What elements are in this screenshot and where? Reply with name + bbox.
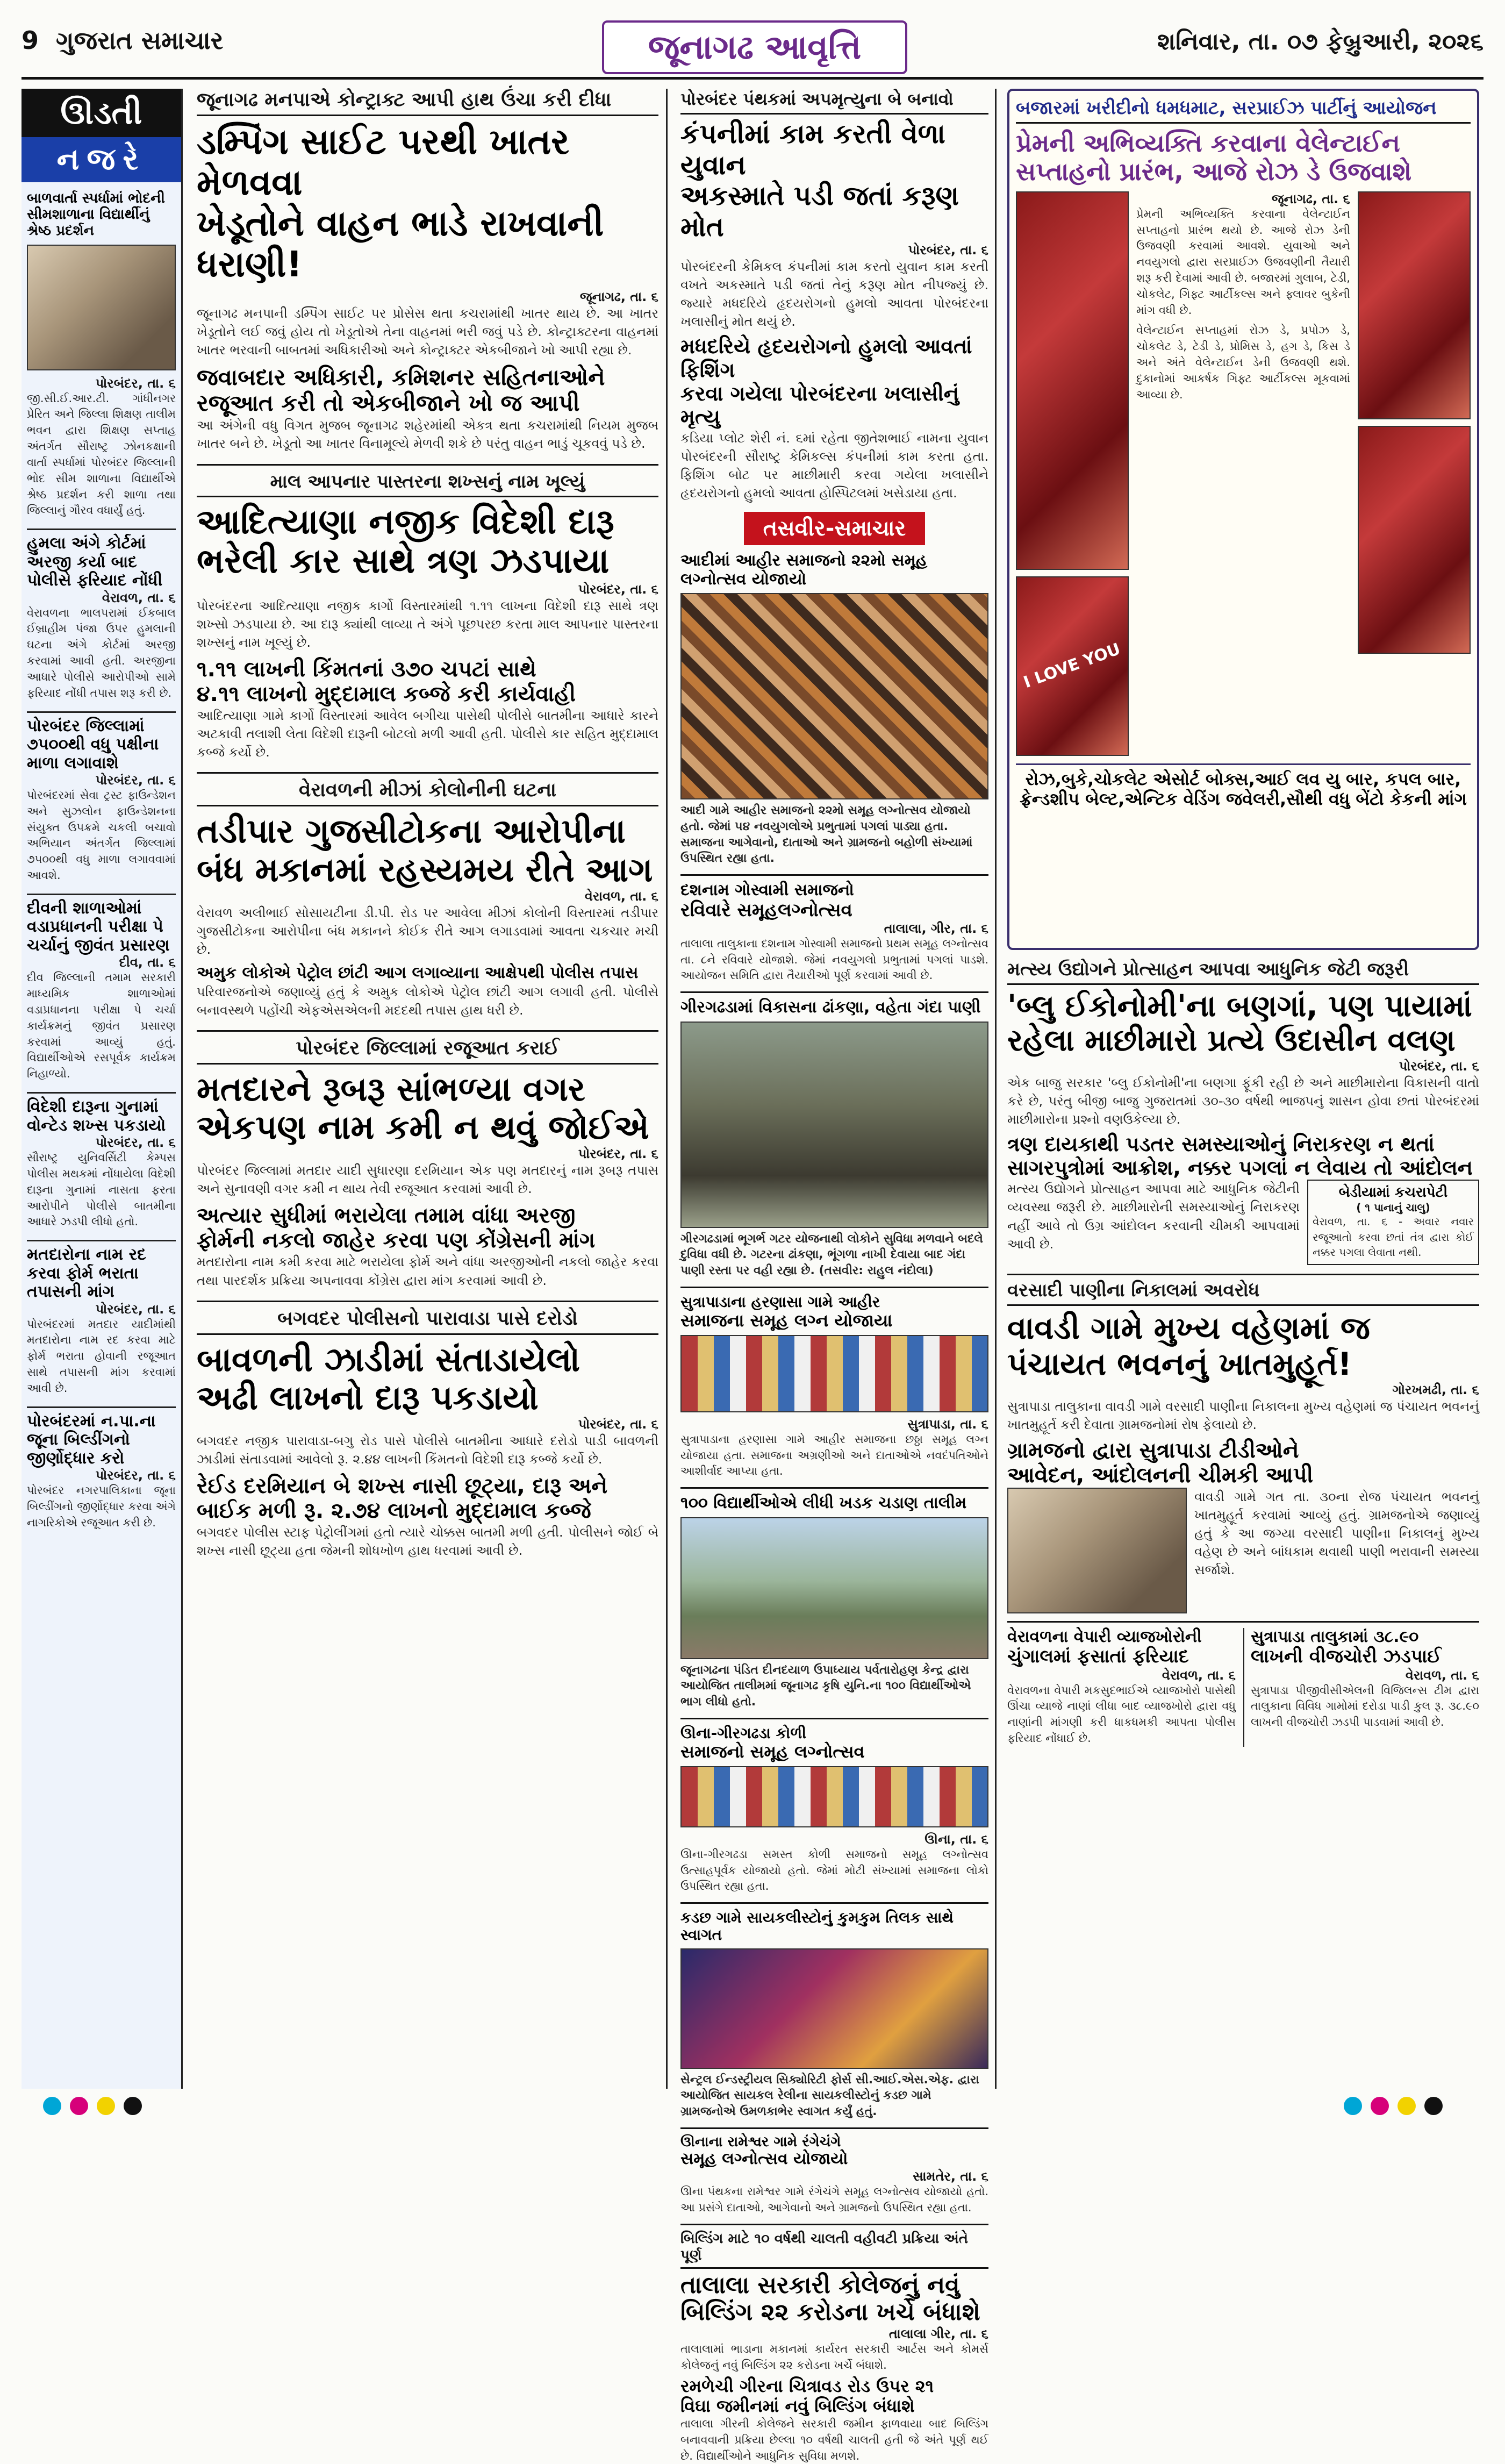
registration-dot [70, 2097, 88, 2115]
story-dateline: વેરાવળ, તા. ૬ [584, 888, 658, 904]
section-tag: તસવીર-સમાચાર [744, 512, 925, 545]
story-dateline: ઊના, તા. ૬ [924, 1831, 988, 1847]
page-number-and-paper [22, 26, 224, 56]
brief-photo [27, 245, 176, 370]
photo-title: ૧૦૦ વિદ્યાર્થીઓએ લીધી ખડક ચડાણ તાલીમ [680, 1487, 988, 1513]
story-text: પોરબંદરના આદિત્યાણા નજીક કાર્ગો વિસ્તારમાંથી ૧.૧૧ લાખના વિદેશી દારૂ સાથે ત્રણ શખ્સો ઝડપાયા છે. આ દારૂ ક્યાંથી લાવ્યા તે અંગે પૂછપરછ કરતા માલ આપનાર પાસ્તરના શખ્સનું નામ ખૂલ્યું છે. [197, 598, 658, 650]
story-headline: આદિત્યાણા નજીક વિદેશી દારૂ [197, 502, 614, 542]
page-number: 9 [22, 26, 39, 55]
brief-dateline: પોરબંદર, તા. ૬ [95, 375, 176, 391]
news-column-3 [674, 89, 997, 2462]
photo-title: કડછ ગામે સાયકલીસ્ટોનું કુમકુમ તિલક સાથે સ્વાગત [680, 1902, 988, 1944]
story-kicker: બગવદર પોલીસનો પારાવાડા પાસે દરોડો [197, 1301, 658, 1335]
story-kicker: બજારમાં ખરીદીનો ધમધમાટ, સરપ્રાઈઝ પાર્ટીનું આયોજન [1016, 97, 1471, 124]
story-text: બગવદર નજીક પારાવાડા-બગુ રોડ પાસે પોલીસે બાતમીના આધારે દરોડો પાડી બાવળની ઝાડીમાં સંતાડવામાં આવેલો રૂ. ૨.૪૪ લાખની કિંમતનો વિદેશી દારૂ કબ્જે કર્યો છે. [197, 1433, 658, 1467]
story-headline: રવિવારે સમૂહલગ્નોત્સવ [680, 899, 852, 921]
story-subhead: રજૂઆત કરી તો એકબીજાને ખો જ આપી [197, 390, 580, 417]
photo-caption: સેન્ટ્રલ ઈન્ડસ્ટ્રીયલ સિક્યોરિટી ફોર્સ સી.આઈ.એસ.એફ. દ્વારા આયોજિત સાયકલ રેલીના સાયકલીસ્ટોનું કડછ ગામે ગ્રામજનોએ ઉમળકાભેર સ્વાગત કર્યું હતું. [680, 2073, 979, 2118]
brief-text: પોરબંદરમાં મતદાર યાદીમાંથી મતદારોના નામ રદ કરવા માટે ફોર્મ ભરાતા હોવાની રજૂઆત સાથે તપાસની માંગ કરવામાં આવી છે. [27, 1317, 176, 1395]
story-kicker: વેરાવળની મીઝાં કોલોનીની ઘટના [197, 772, 658, 806]
story-subhead: અત્યાર સુધીમાં ભરાયેલા તમામ વાંધા અરજી [197, 1203, 576, 1229]
brief-dateline: દીવ, તા. ૬ [119, 955, 176, 970]
story-kicker: પોરબંદર જિલ્લામાં રજૂઆત કરાઈ [197, 1030, 658, 1065]
story-dateline: પોરબંદર, તા. ૬ [578, 1417, 658, 1432]
story-text: વાવડી ગામે ગત તા. ૩૦ના રોજ પંચાયત ભવનનું ખાતમુહૂર્ત કરવામાં આવ્યું હતું. ગ્રામજનોએ જણાવ્યું હતું કે આ જગ્યા વરસાદી પાણીના નિકાલનું મુખ્ય વહેણ છે અને બાંધકામ થવાથી પાણી ભરાવાની સમસ્યા સર્જાશે. [1194, 1489, 1479, 1578]
brief-headline: દીવની શાળાઓમાં વડાપ્રધાનની પરીક્ષા પે ચર્ચાનું જીવંત પ્રસારણ [27, 894, 176, 955]
continued-sub: ( ૧ પાનાનું ચાલુ) [1356, 1201, 1430, 1215]
story-kicker: જૂનાગઢ મનપાએ કોન્ટ્રાક્ટ આપી હાથ ઉંચા કરી દીધા [197, 89, 658, 116]
story-text: એક બાજુ સરકાર 'બ્લુ ઈકોનોમી'ના બણગા ફૂંકી રહી છે અને માછીમારોના વિકાસની વાતો કરે છે, પરંતુ બીજી બાજુ ગુજરાતમાં ૩૦-૩૦ વર્ષથી ભાજપનું શાસન હોવા છતાં પોરબંદરમાં માછીમારોના પ્રશ્નો વણઉકેલ્યા છે. [1007, 1075, 1479, 1127]
brief-dateline: વેરાવળ, તા. ૬ [102, 590, 176, 605]
story-dateline: વેરાવળ, તા. ૬ [1162, 1667, 1236, 1683]
continued-title: બેડીયામાં કચરાપેટી [1338, 1184, 1448, 1201]
brief-text: વેરાવળના ભાલપરામાં ઈકબાલ ઈબ્રાહીમ પંજા ઉપર હુમલાની ઘટના અંગે કોર્ટમાં અરજી કરવામાં આવી હતી. અરજીના આધારે પોલીસે આરોપીઓ સામે ફરિયાદ નોંધી તપાસ શરૂ કરી છે. [27, 606, 176, 699]
valentine-feature-box [1007, 89, 1479, 950]
masthead [22, 16, 1484, 80]
story-dateline: પોરબંદર, તા. ૬ [578, 581, 658, 597]
story-text: તાલાલા ગીરની કોલેજને સરકારી જમીન ફાળવાયા બાદ બિલ્ડિંગ બનાવવાની પ્રક્રિયા છેલ્લા ૧૦ વર્ષથી ચાલતી હતી જે અંતે પૂર્ણ થઈ છે. વિદ્યાર્થીઓને આધુનિક સુવિધા મળશે. [680, 2417, 988, 2462]
story-headline: રહેલા માછીમારો પ્રત્યે ઉદાસીન વલણ [1007, 1023, 1456, 1059]
brief-dateline: પોરબંદર, તા. ૬ [95, 1301, 176, 1317]
story-dateline: જૂનાગઢ, તા. ૬ [579, 289, 658, 304]
brief-headline: હુમલા અંગે કોર્ટમાં અરજી કર્યા બાદ પોલીસે ફરિયાદ નોંધી [27, 528, 176, 590]
story-headline: સમાજનો સમૂહ લગ્નોત્સવ [680, 1741, 865, 1762]
story-text: પોરબંદર જિલ્લામાં મતદાર યાદી સુધારણા દરમિયાન એક પણ મતદારનું નામ રૂબરૂ તપાસ અને સુનાવણી વગર કમી ન થાય તેવી રજૂઆત કરવામાં આવી છે. [197, 1163, 658, 1197]
story-text: પોરબંદરની કેમિકલ કંપનીમાં કામ કરતો યુવાન કામ કરતી વખતે અકસ્માતે પડી જતાં તેનું કરૂણ મોત નીપજ્યું છે. જ્યારે મધદરિયે હૃદયરોગનો હુમલો આવતા પોરબંદરના ખલાસીનું મોત થયું છે. [680, 259, 988, 330]
story-text: આ અંગેની વધુ વિગત મુજબ જૂનાગઢ શહેરમાંથી એકત્ર થતા કચરામાંથી નિયમ મુજબ ખાતર બને છે. ખેડૂતો આ ખાતર વિનામૂલ્યે મેળવી શકે છે પરંતુ વાહન ભાડું ચૂકવવું પડે છે. [197, 418, 658, 452]
story-headline: પંચાયત ભવનનું ખાતમુહૂર્ત! [1007, 1346, 1352, 1383]
photo-vavdi-meeting [1007, 1488, 1187, 1613]
story-text: કડિયા પ્લોટ શેરી નં. ૬માં રહેતા જીતેશભાઈ નામના યુવાન પોરબંદરની સૌરાષ્ટ્ર કેમિકલ્સ કંપનીમાં કામ કરતા હતા. ફિશિંગ બોટ પર માછીમારી કરવા ગયેલા ખલાસીને હૃદયરોગનો હુમલો આવતા હોસ્પિટલમાં ખસેડાયા હતા. [680, 431, 988, 501]
story-headline: બિલ્ડિંગ ૨૨ કરોડના ખર્ચે બંધાશે [680, 2298, 980, 2326]
photo-title: આદીમાં આહીર સમાજનો ૨૨મો સમૂહ લગ્નોત્સવ યોજાયો [680, 551, 928, 589]
story-text: વેલેન્ટાઈન સપ્તાહમાં રોઝ ડે, પ્રપોઝ ડે, ચોકલેટ ડે, ટેડી ડે, પ્રોમિસ ડે, હગ ડે, કિસ ડે અને અંતે વેલેન્ટાઈન ડેની ઉજવણી થશે. દુકાનોમાં આકર્ષક ગિફ્ટ આર્ટીકલ્સ મૂકવામાં આવ્યા છે. [1136, 324, 1350, 401]
story-subhead: મધદરિયે હૃદયરોગનો હુમલો આવતાં ફિશિંગ [680, 334, 972, 382]
registration-marks-right [1344, 2097, 1484, 2118]
registration-dot [124, 2097, 142, 2115]
edition-title: જૂનાગઢ આવૃત્તિ [602, 20, 907, 74]
brief-dateline: પોરબંદર, તા. ૬ [95, 1135, 176, 1151]
issue-date: શનિવાર, તા. ૦૭ ફેબ્રુઆરી, ૨૦૨૬ [1157, 28, 1484, 55]
story-kicker: મત્સ્ય ઉદ્યોગને પ્રોત્સાહન આપવા આધુનિક જેટી જરૂરી [1007, 959, 1479, 985]
photo-caption: જૂનાગઢના પંડિત દીનદયાળ ઉપાધ્યાય પર્વતારોહણ કેન્દ્ર દ્વારા આયોજિત તાલીમમાં જૂનાગઢ કૃષિ યુનિ.ના ૧૦૦ વિદ્યાર્થીઓએ ભાગ લીધો હતો. [680, 1663, 971, 1709]
brief-headline: બાળવાર્તા સ્પર્ધામાં ભોદની સીમશાળાના વિદ્યાર્થીનું શ્રેષ્ઠ પ્રદર્શન [27, 190, 165, 239]
registration-dot [1398, 2097, 1416, 2115]
story-headline: પ્રેમની અભિવ્યક્તિ કરવાના વેલેન્ટાઈન [1016, 128, 1400, 158]
story-headline: બંધ મકાનમાં રહસ્યમય રીતે આગ [197, 849, 653, 889]
photo-title: ગીરગઢડામાં વિકાસના ઢાંકણા, વહેતા ગંદા પાણી [680, 991, 988, 1017]
brief-text: જી.સી.ઈ.આર.ટી. ગાંધીનગર પ્રેરિત અને જિલ્લા શિક્ષણ તાલીમ ભવન દ્વારા શિક્ષણ સપ્તાહ અંતર્ગત સૌરાષ્ટ્ર ઝોનકક્ષાની વાર્તા સ્પર્ધામાં પોરબંદર જિલ્લાની ભોદ સીમ શાળાના વિદ્યાર્થીએ શ્રેષ્ઠ પ્રદર્શન કરી શાળા તથા જિલ્લાનું ગૌરવ વધાર્યું હતું. [27, 391, 176, 517]
story-headline: કંપનીમાં કામ કરતી વેળા યુવાન [680, 118, 945, 181]
story-kicker: વરસાદી પાણીના નિકાલમાં અવરોધ [1007, 1274, 1479, 1306]
valentine-footer: ફ્રેન્ડશીપ બેલ્ટ,એન્ટિક વેડિંગ જવેલરી,સૌથી વધુ બેંટો કેકની માંગ [1020, 788, 1467, 809]
photo-caption: આદી ગામે આહીર સમાજનો ૨૨મો સમૂહ લગ્નોત્સવ યોજાયો હતો. જેમાં ૫૪ નવયુગલોએ પ્રભુતામાં પગલાં પાડ્યા હતા. સમાજના આગેવાનો, દાતાઓ અને ગ્રામજનો બહોળી સંખ્યામાં ઉપસ્થિત રહ્યા હતા. [680, 804, 973, 866]
story-subhead: આવેદન, આંદોલનની ચીમકી આપી [1007, 1462, 1314, 1488]
brief-text: પોરબંદર નગરપાલિકાના જૂના બિલ્ડીંગનો જીર્ણોદ્ધાર કરવા અંગે નાગરિકોએ રજૂઆત કરી છે. [27, 1484, 176, 1529]
registration-marks-left [43, 2097, 366, 2118]
story-headline: વાવડી ગામે મુખ્ય વહેણમાં જ [1007, 1310, 1370, 1347]
continued-text: વેરાવળ, તા. ૬ - અવાર નવાર રજૂઆતો કરવા છતાં તંત્ર દ્વારા કોઈ નક્કર પગલા લેવાતા નથી. [1313, 1215, 1474, 1259]
story-text: ઊના-ગીરગઢડા સમસ્ત કોળી સમાજનો સમૂહ લગ્નોત્સવ ઉત્સાહપૂર્વક યોજાયો હતો. જેમાં મોટી સંખ્યામાં સમાજના લોકો ઉપસ્થિત રહ્યા હતા. [680, 1847, 988, 1893]
photo-drain [680, 1022, 988, 1228]
love-card-text: I LOVE YOU [1021, 640, 1123, 692]
story-text: પરિવારજનોએ જણાવ્યું હતું કે અમુક લોકોએ પેટ્રોલ છાંટી આગ લગાવી હતી. પોલીસે બનાવસ્થળે પહોંચી એફએસએલની મદદથી તપાસ હાથ ધરી છે. [197, 984, 658, 1018]
story-dateline: ગોરખમઢી, તા. ૬ [1392, 1382, 1479, 1397]
registration-dot [1371, 2097, 1389, 2115]
story-dateline: પોરબંદર, તા. ૬ [578, 1146, 658, 1162]
briefs-brand-bottom: નજરે [22, 137, 181, 182]
story-kicker: પોરબંદર પંથકમાં અપમૃત્યુના બે બનાવો [680, 89, 988, 115]
story-text: તાલાલા તાલુકાના દશનામ ગોસ્વામી સમાજનો પ્રથમ સમૂહ લગ્નોત્સવ તા. ૮ને રવિવારે યોજાશે. જેમાં નવયુગલો પ્રભુતામાં પગલાં પાડશે. આયોજન સમિતિ દ્વારા તૈયારીઓ પૂર્ણ કરવામાં આવી છે. [680, 937, 988, 982]
story-text: મત્સ્ય ઉદ્યોગને પ્રોત્સાહન આપવા માટે આધુનિક જેટીની વ્યવસ્થા જરૂરી છે. માછીમારોની સમસ્યાઓનું નિરાકરણ નહીં આવે તો ઉગ્ર આંદોલન કરવાની ચીમકી આપવામાં આવી છે. [1007, 1181, 1300, 1252]
story-text: બગવદર પોલીસ સ્ટાફ પેટ્રોલીંગમાં હતો ત્યારે ચોક્કસ બાતમી મળી હતી. પોલીસને જોઈ બે શખ્સ નાસી છૂટ્યા હતા જેમની શોધખોળ હાથ ધરવામાં આવી છે. [197, 1525, 658, 1559]
story-text: મતદારોના નામ કમી કરવા માટે ભરાયેલા ફોર્મ અને વાંધા અરજીઓની નકલો જાહેર કરવા તથા પારદર્શક પ્રક્રિયા અપનાવવા કોંગ્રેસ દ્વારા માંગ કરવામાં આવી છે. [197, 1254, 658, 1288]
story-text: સુત્રાપાડા તાલુકાના વાવડી ગામે વરસાદી પાણીના નિકાલના મુખ્ય વહેણમાં જ પંચાયત ભવનનું ખાતમુહૂર્ત કરી દેવાતા ગ્રામજનોમાં રોષ ફેલાયો છે. [1007, 1398, 1479, 1432]
brief-dateline: પોરબંદર, તા. ૬ [95, 1468, 176, 1483]
photo-cyclists [680, 1948, 988, 2069]
story-text: વેરાવળના વેપારી મકસુદભાઈએ વ્યાજખોરો પાસેથી ઊંચા વ્યાજે નાણાં લીધા બાદ વ્યાજખોરો દ્વારા વધુ નાણાંની માંગણી કરી ધાકધમકી આપતા પોલીસ ફરિયાદ નોંધાઈ છે. [1007, 1683, 1236, 1745]
story-subhead: વિઘા જમીનમાં નવું બિલ્ડિંગ બંધાશે [680, 2396, 915, 2417]
valentine-footer: રોઝ,બુકે,ચોકલેટ એસોર્ટ બોક્સ,આઈ લવ યુ બાર, કપલ બાર, [1016, 763, 1471, 789]
registration-dot [97, 2097, 115, 2115]
news-column-4 [1003, 89, 1484, 2089]
story-kicker: દશનામ ગોસ્વામી સમાજનો [680, 881, 854, 900]
news-column-2 [189, 89, 668, 2089]
story-headline: તાલાલા સરકારી કોલેજનું નવું [680, 2271, 960, 2299]
story-text: પ્રેમની અભિવ્યક્તિ કરવાના વેલેન્ટાઈન સપ્તાહનો પ્રારંભ થયો છે. આજે રોઝ ડેની ઉજવણી કરવામાં આવશે. યુવાઓ અને નવયુગલો દ્વારા સરપ્રાઈઝ ઉજવણીની તૈયારી શરૂ કરી દેવામાં આવી છે. બજારમાં ગુલાબ, ટેડી, ચોકલેટ, ગિફ્ટ આર્ટીકલ્સ અને ફ્લાવર બુકેની માંગ વધી છે. [1136, 207, 1350, 317]
story-headline: અઢી લાખનો દારૂ પકડાયો [197, 1377, 539, 1417]
story-headline: ભરેલી કાર સાથે ત્રણ ઝડપાયા [197, 541, 610, 582]
photo-wedding [680, 593, 988, 799]
story-headline: તડીપાર ગુજસીટોકના આરોપીના [197, 811, 626, 851]
brief-headline: પોરબંદરમાં ન.પા.ના જૂના બિલ્ડીંગનો જીર્ણોદ્ધાર કરો [27, 1406, 176, 1468]
brief-text: સૌરાષ્ટ્ર યુનિવર્સિટી કેમ્પસ પોલીસ મથકમાં નોંધાયેલા વિદેશી દારૂના ગુનામાં નાસતા ફરતા આરોપીને પોલીસે બાતમીના આધારે ઝડપી લીધો હતો. [27, 1151, 176, 1229]
brief-headline: મતદારોના નામ રદ કરવા ફોર્મ ભરાતા તપાસની માંગ [27, 1240, 176, 1302]
photo-climbing [680, 1517, 988, 1659]
story-headline: બાવળની ઝાડીમાં સંતાડાયેલો [197, 1339, 580, 1379]
registration-dot [1344, 2097, 1362, 2115]
story-headline: મતદારને રૂબરૂ સાંભળ્યા વગર [197, 1069, 585, 1109]
photo-harnasa [680, 1335, 988, 1412]
story-dateline: જૂનાગઢ, તા. ૬ [1271, 191, 1350, 206]
story-text: વેરાવળ અલીભાઈ સોસાયટીના ડી.પી. રોડ પર આવેલા મીઝાં કોલોની વિસ્તારમાં તડીપાર ગુજસીટોકના આરોપીના બંધ મકાનને કોઈક રીતે આગ લગાડવામાં આવતા ચકચાર મચી છે. [197, 905, 658, 957]
brief-headline: પોરબંદર જિલ્લામાં ૭૫૦૦થી વધુ પક્ષીના માળા લગાવાશે [27, 711, 176, 773]
story-headline: સમાજના સમૂહ લગ્ન યોજાયા [680, 1310, 893, 1331]
continued-box [1307, 1180, 1479, 1265]
story-kicker: ઊનાના રામેશ્વર ગામે રંગેચંગે [680, 2127, 988, 2151]
briefs-column [22, 89, 183, 2089]
story-subhead: કરવા ગયેલા પોરબંદરના ખલાસીનું મૃત્યુ [680, 381, 959, 429]
story-subhead: અમુક લોકોએ પેટ્રોલ છાંટી આગ લગાવ્યાના આક્ષેપથી પોલીસ તપાસ [197, 963, 639, 983]
story-text: જૂનાગઢ મનપાની ડમ્પિંગ સાઈટ પર પ્રોસેસ થતા કચરામાંથી ખાતર થાય છે. આ ખાતર ખેડૂતોને લઈ જવું હોય તો ખેડૂતોએ તેના વાહનમાં ભરી જવું પડે છે. કોન્ટ્રાક્ટરના વાહનમાં ખાતર ભરવાની બાબતમાં અધિકારીઓ અને કોન્ટ્રાક્ટર એકબીજાને ખો આપી રહ્યા છે. [197, 305, 658, 358]
story-kicker: સુત્રાપાડાના હરણાસા ગામે આહીર [680, 1292, 880, 1311]
story-headline: ડમ્પિંગ સાઈટ પરથી ખાતર મેળવવા [197, 121, 570, 203]
story-dateline: તાલાલા, ગીર, તા. ૬ [884, 920, 988, 936]
brief-headline: વિદેશી દારૂના ગુનામાં વોન્ટેડ શખ્સ પકડાયો [27, 1092, 176, 1135]
story-text: આદિત્યાણા ગામે કાર્ગો વિસ્તારમાં આવેલ બગીચા પાસેથી પોલીસે બાતમીના આધારે કારને અટકાવી તલાશી લેતા વિદેશી દારૂની બોટલો મળી આવી હતી. પોલીસે કાર સહિત મુદ્દામાલ કબ્જે કર્યો છે. [197, 708, 658, 760]
story-dateline: વેરાવળ, તા. ૬ [1405, 1667, 1479, 1683]
story-kicker: સુત્રાપાડા તાલુકામાં ૩૮.૯૦ [1251, 1627, 1419, 1646]
registration-dot [1424, 2097, 1443, 2115]
story-kicker: બિલ્ડિંગ માટે ૧૦ વર્ષથી ચાલતી વહીવટી પ્રક્રિયા અંતે પૂર્ણ [680, 2224, 988, 2269]
photo-teddy [1016, 191, 1129, 570]
story-subhead: ત્રણ દાયકાથી પડતર સમસ્યાઓનું નિરાકરણ ન થતાં [1007, 1132, 1435, 1156]
story-headline: ચુંગાલમાં ફસાતાં ફરિયાદ [1007, 1646, 1189, 1668]
story-dateline: પોરબંદર, તા. ૬ [1399, 1058, 1479, 1074]
story-text: તાલાલામાં ભાડાના મકાનમાં કાર્યરત સરકારી આર્ટસ અને કોમર્સ કોલેજનું નવું બિલ્ડિંગ ૨૨ કરોડના ખર્ચે બંધાશે. [680, 2342, 988, 2372]
story-subhead: ૪.૧૧ લાખનો મુદ્દામાલ કબ્જે કરી કાર્યવાહી [197, 681, 576, 706]
story-subhead: જવાબદાર અધિકારી, કમિશનર સહિતનાઓને [197, 363, 605, 390]
briefs-brand-top: ઊડતી [22, 89, 181, 137]
brief-dateline: પોરબંદર, તા. ૬ [95, 773, 176, 788]
brief-text: દીવ જિલ્લાની તમામ સરકારી માધ્યમિક શાળાઓમાં વડાપ્રધાનના પરીક્ષા પે ચર્ચા કાર્યક્રમનું જીવંત પ્રસારણ કરવામાં આવ્યું હતું. વિદ્યાર્થીઓએ રસપૂર્વક કાર્યક્રમ નિહાળ્યો. [27, 971, 176, 1081]
story-subhead: ફોર્મની નકલો જાહેર કરવા પણ કોંગ્રેસની માંગ [197, 1228, 596, 1253]
story-dateline: સુત્રાપાડા, તા. ૬ [907, 1416, 988, 1432]
story-dateline: સામતેર, તા. ૬ [913, 2168, 988, 2184]
story-text: સુત્રાપાડાના હરણાસા ગામે આહીર સમાજના છઠ્ઠા સમૂહ લગ્ન યોજાયા હતા. સમાજના અગ્રણીઓ અને દાતાઓએ નવદંપતિઓને આશીર્વાદ આપ્યા હતા. [680, 1432, 988, 1478]
story-headline: લાખની વીજચોરી ઝડપાઈ [1251, 1646, 1442, 1668]
story-subhead: રમળેચી ગીરના ચિત્રાવડ રોડ ઉપર ૨૧ [680, 2376, 934, 2397]
registration-dot [43, 2097, 61, 2115]
photo-roses [1358, 191, 1471, 419]
story-subhead: સાગરપુત્રોમાં આક્રોશ, નક્કર પગલાં ન લેવાય તો આંદોલન [1007, 1155, 1473, 1180]
story-headline: ખેડૂતોને વાહન ભાડે રાખવાની ધરાણી! [197, 202, 604, 285]
story-subhead: ગ્રામજનો દ્વારા સુત્રાપાડા ટીડીઓને [1007, 1438, 1299, 1463]
story-kicker: ઊના-ગીરગઢડા કોળી [680, 1718, 988, 1742]
brief-text: પોરબંદરમાં સેવા ટ્રસ્ટ ફાઉન્ડેશન અને સુઝલોન ફાઉન્ડેશનના સંયુક્ત ઉપક્રમે ચકલી બચાવો અભિયાન અંતર્ગત જિલ્લામાં ૭૫૦૦થી વધુ માળા લગાવવામાં આવશે. [27, 789, 176, 882]
photo-una-wedding [680, 1766, 988, 1827]
story-text: ઊના પંથકના રામેશ્વર ગામે રંગેચંગે સમૂહ લગ્નોત્સવ યોજાયો હતો. આ પ્રસંગે દાતાઓ, આગેવાનો અને ગ્રામજનો ઉપસ્થિત રહ્યા હતા. [680, 2184, 988, 2214]
photo-gifts [1358, 426, 1471, 654]
story-headline: 'બ્લુ ઈકોનોમી'ના બણગાં, પણ પાયામાં [1007, 989, 1472, 1024]
story-dateline: પોરબંદર, તા. ૬ [908, 242, 988, 258]
story-subhead: ૧.૧૧ લાખની કિંમતનાં ૩૭૦ ચપટાં સાથે [197, 656, 536, 682]
story-subhead: બાઈક મળી રૂ. ૨.૭૪ લાખનો મુદ્દામાલ કબ્જે [197, 1498, 591, 1524]
photo-caption: ગીરગઢડામાં ભૂગર્ભ ગટર યોજનાથી લોકોને સુવિધા મળવાને બદલે દુવિધા વધી છે. ગટરના ઢાંકણા, ભૂંગળા નાખી દેવાયા બાદ ગંદા પાણી રસ્તા પર વહી રહ્યા છે. (તસવીર: રાહુલ નંદોલા) [680, 1232, 983, 1278]
paper-name: ગુજરાત સમાચાર [56, 26, 224, 55]
story-headline: સપ્તાહનો પ્રારંભ, આજે રોઝ ડે ઉજવાશે [1016, 156, 1412, 186]
story-headline: એકપણ નામ કમી ન થવું જોઈએ [197, 1107, 649, 1147]
story-kicker: વેરાવળના વેપારી વ્યાજખોરોની [1007, 1627, 1202, 1646]
story-subhead: રેઈડ દરમિયાન બે શખ્સ નાસી છૂટ્યા, દારૂ અને [197, 1474, 608, 1499]
story-dateline: તાલાલા ગીર, તા. ૬ [888, 2326, 988, 2341]
photo-love-card [1016, 576, 1129, 756]
story-text: સુત્રાપાડા પીજીવીસીએલની વિજિલન્સ ટીમ દ્વારા તાલુકાના વિવિધ ગામોમાં દરોડા પાડી કુલ રૂ. ૩૮.૯૦ લાખની વીજચોરી ઝડપી પાડવામાં આવી છે. [1251, 1683, 1479, 1729]
story-headline: અકસ્માતે પડી જતાં કરૂણ મોત [680, 180, 959, 242]
story-headline: સમૂહ લગ્નોત્સવ યોજાયો [680, 2149, 848, 2169]
story-kicker: માલ આપનાર પાસ્તરના શખ્સનું નામ ખૂલ્યું [197, 464, 658, 497]
